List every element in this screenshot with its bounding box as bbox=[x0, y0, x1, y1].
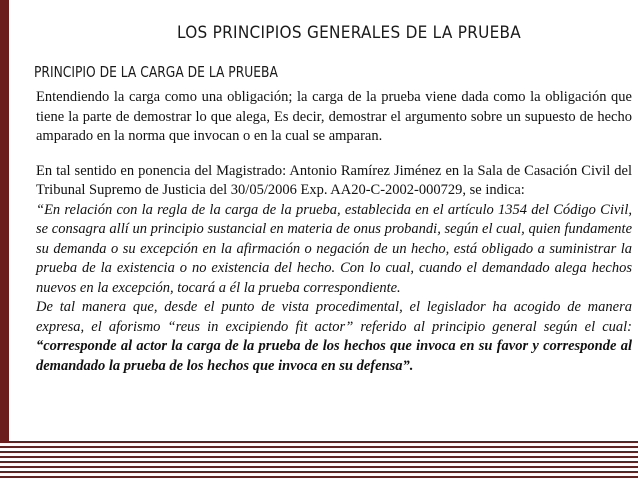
quote-aforism bbox=[36, 298, 632, 376]
paragraph-citation: En tal sentido en ponencia del Magistrado: Antonio Ramírez Jiménez en la Sala de Casación Civil del Tribunal Supremo de Justicia del 30/05/2006 Exp. AA20-C-2002-000729, se indica: bbox=[36, 162, 632, 198]
quote-aforism-emphasis: “corresponde al actor la carga de la prueba de los hechos que invoca en su favor y corresponde al demandado la prueba de los hechos que invoca en su defensa”. bbox=[36, 338, 632, 374]
paragraph-gap bbox=[36, 147, 632, 162]
quote-aforism-intro: De tal manera que, desde el punto de vista procedimental, el legislador ha acogido de manera expresa, el aforismo “reus in excipiendo fit actor” referido al principio general según el cual: bbox=[36, 299, 632, 335]
bottom-stripe-decoration bbox=[0, 441, 638, 479]
slide-title: LOS PRINCIPIOS GENERALES DE LA PRUEBA bbox=[176, 23, 522, 43]
slide-body bbox=[36, 88, 632, 376]
left-accent-bar bbox=[0, 0, 9, 479]
slide-subtitle: PRINCIPIO DE LA CARGA DE LA PRUEBA bbox=[34, 63, 278, 81]
paragraph-definition: Entendiendo la carga como una obligación; la carga de la prueba viene dada como la obligación que tiene la parte de demostrar lo que alega, Es decir, demostrar el argumento sobre un supuesto de hecho amparado en la norma que invocan o en la cual se amparan. bbox=[36, 89, 632, 144]
quote-jurisprudence: “En relación con la regla de la carga de la prueba, establecida en el artículo 1354 del Código Civil, se consagra allí un principio sustancial en materia de onus probandi, según el cual, quien fundamente su demanda o su excepción en la afirmación o negación de un hecho, está obligado a suministrar la prueba de la existencia o no existencia del hecho. Con lo cual, cuando el demandado alega hechos nuevos en la excepción, tocará a él la prueba correspondiente. bbox=[36, 201, 632, 296]
